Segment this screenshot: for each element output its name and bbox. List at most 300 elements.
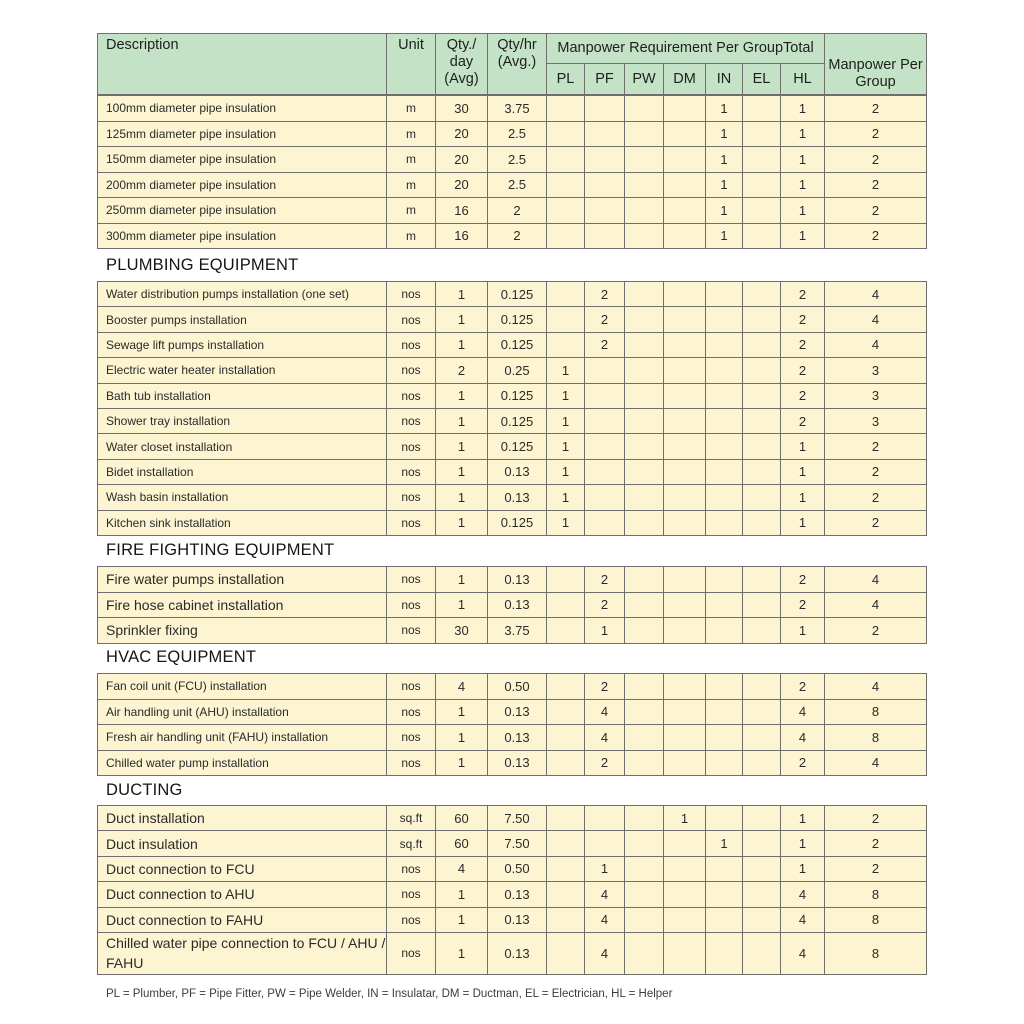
- cell-qty-day: 1: [436, 510, 488, 535]
- cell-description: Duct installation: [98, 806, 387, 831]
- cell-pl: [547, 121, 585, 147]
- cell-el: [743, 674, 781, 700]
- cell-el: [743, 282, 781, 307]
- cell-el: [743, 172, 781, 198]
- cell-in: [706, 567, 743, 593]
- cell-unit: m: [387, 121, 436, 147]
- cell-pl: [547, 674, 585, 700]
- cell-total: 4: [825, 674, 927, 700]
- cell-qty-hr: 2: [488, 223, 547, 249]
- cell-in: [706, 806, 743, 831]
- cell-hl: 1: [781, 198, 825, 224]
- cell-qty-day: 1: [436, 567, 488, 593]
- cell-pf: 4: [585, 932, 625, 974]
- cell-dm: [664, 907, 706, 932]
- cell-in: [706, 907, 743, 932]
- table-row: [98, 750, 927, 776]
- cell-total: 2: [825, 198, 927, 224]
- cell-pl: [547, 147, 585, 173]
- cell-hl: 1: [781, 806, 825, 831]
- cell-dm: [664, 831, 706, 856]
- cell-qty-hr: 0.25: [488, 358, 547, 383]
- cell-pl: [547, 592, 585, 618]
- cell-el: [743, 882, 781, 907]
- cell-dm: [664, 121, 706, 147]
- cell-qty-hr: 0.125: [488, 282, 547, 307]
- cell-pw: [625, 699, 664, 725]
- table-row: [98, 358, 927, 383]
- cell-in: 1: [706, 172, 743, 198]
- cell-hl: 2: [781, 674, 825, 700]
- cell-pf: [585, 383, 625, 408]
- cell-pw: [625, 806, 664, 831]
- cell-pl: 1: [547, 510, 585, 535]
- cell-description: Chilled water pipe connection to FCU / AHU / FAHU: [98, 932, 387, 974]
- cell-dm: [664, 725, 706, 751]
- cell-hl: 2: [781, 307, 825, 332]
- header-manpower-per-group: Manpower Per Group: [825, 34, 927, 95]
- cell-total: 3: [825, 383, 927, 408]
- cell-pw: [625, 750, 664, 776]
- cell-unit: nos: [387, 383, 436, 408]
- cell-qty-hr: 0.125: [488, 434, 547, 459]
- cell-qty-hr: 7.50: [488, 831, 547, 856]
- cell-hl: 2: [781, 750, 825, 776]
- cell-qty-day: 1: [436, 485, 488, 510]
- cell-unit: nos: [387, 618, 436, 644]
- cell-pl: [547, 282, 585, 307]
- header-description: Description: [98, 34, 387, 95]
- cell-pw: [625, 932, 664, 974]
- cell-pl: [547, 307, 585, 332]
- cell-qty-day: 1: [436, 408, 488, 433]
- cell-description: Bidet installation: [98, 459, 387, 484]
- header-manpower-requirement-label: Manpower Requirement Per Group: [557, 40, 784, 56]
- cell-pl: [547, 96, 585, 122]
- cell-pw: [625, 485, 664, 510]
- table-row: [98, 882, 927, 907]
- cell-unit: nos: [387, 699, 436, 725]
- cell-qty-day: 1: [436, 592, 488, 618]
- cell-unit: sq.ft: [387, 831, 436, 856]
- cell-unit: nos: [387, 882, 436, 907]
- cell-pl: [547, 332, 585, 357]
- cell-dm: [664, 932, 706, 974]
- cell-unit: nos: [387, 459, 436, 484]
- cell-total: 2: [825, 856, 927, 881]
- cell-dm: [664, 485, 706, 510]
- cell-total: 3: [825, 358, 927, 383]
- header-qty-hr: Qty/hr (Avg.): [488, 34, 547, 95]
- cell-qty-day: 1: [436, 750, 488, 776]
- cell-pw: [625, 510, 664, 535]
- cell-el: [743, 121, 781, 147]
- cell-pl: [547, 882, 585, 907]
- cell-unit: nos: [387, 674, 436, 700]
- cell-dm: [664, 282, 706, 307]
- header-unit: Unit: [387, 34, 436, 95]
- cell-unit: m: [387, 147, 436, 173]
- cell-in: [706, 408, 743, 433]
- cell-unit: nos: [387, 408, 436, 433]
- cell-el: [743, 358, 781, 383]
- cell-description: Duct connection to FAHU: [98, 907, 387, 932]
- cell-hl: 2: [781, 282, 825, 307]
- table-row: [98, 282, 927, 307]
- cell-unit: nos: [387, 750, 436, 776]
- cell-qty-day: 1: [436, 907, 488, 932]
- cell-unit: m: [387, 198, 436, 224]
- cell-pf: [585, 198, 625, 224]
- cell-qty-day: 1: [436, 307, 488, 332]
- cell-qty-day: 60: [436, 806, 488, 831]
- cell-dm: [664, 358, 706, 383]
- cell-total: 4: [825, 307, 927, 332]
- cell-qty-day: 4: [436, 856, 488, 881]
- cell-pw: [625, 725, 664, 751]
- cell-in: [706, 882, 743, 907]
- header-role-hl: HL: [781, 64, 825, 95]
- cell-qty-hr: 0.125: [488, 332, 547, 357]
- cell-pf: 4: [585, 882, 625, 907]
- cell-dm: [664, 674, 706, 700]
- cell-qty-hr: 0.13: [488, 485, 547, 510]
- cell-qty-hr: 0.13: [488, 725, 547, 751]
- table-row: [98, 510, 927, 535]
- cell-qty-day: 20: [436, 147, 488, 173]
- table-row: [98, 172, 927, 198]
- cell-hl: 1: [781, 510, 825, 535]
- cell-unit: nos: [387, 307, 436, 332]
- cell-in: 1: [706, 121, 743, 147]
- cell-pf: 4: [585, 699, 625, 725]
- cell-description: 150mm diameter pipe insulation: [98, 147, 387, 173]
- cell-in: 1: [706, 96, 743, 122]
- cell-description: Fire hose cabinet installation: [98, 592, 387, 618]
- cell-pw: [625, 831, 664, 856]
- cell-hl: 1: [781, 223, 825, 249]
- cell-pl: [547, 618, 585, 644]
- cell-in: [706, 358, 743, 383]
- cell-total: 4: [825, 282, 927, 307]
- cell-pf: 1: [585, 856, 625, 881]
- cell-in: [706, 485, 743, 510]
- cell-dm: [664, 592, 706, 618]
- table-row: [98, 383, 927, 408]
- cell-qty-day: 2: [436, 358, 488, 383]
- cell-qty-day: 1: [436, 332, 488, 357]
- table-row: [98, 198, 927, 224]
- cell-in: [706, 932, 743, 974]
- cell-pw: [625, 618, 664, 644]
- table-row: [98, 485, 927, 510]
- cell-pw: [625, 96, 664, 122]
- cell-description: 250mm diameter pipe insulation: [98, 198, 387, 224]
- cell-in: 1: [706, 223, 743, 249]
- cell-qty-day: 20: [436, 121, 488, 147]
- cell-unit: nos: [387, 856, 436, 881]
- cell-total: 2: [825, 172, 927, 198]
- cell-pl: [547, 699, 585, 725]
- cell-pw: [625, 907, 664, 932]
- cell-in: [706, 332, 743, 357]
- cell-qty-hr: 2.5: [488, 147, 547, 173]
- cell-qty-hr: 2: [488, 198, 547, 224]
- cell-el: [743, 567, 781, 593]
- cell-qty-hr: 0.13: [488, 592, 547, 618]
- cell-el: [743, 592, 781, 618]
- cell-hl: 1: [781, 434, 825, 459]
- cell-pl: [547, 932, 585, 974]
- cell-in: 1: [706, 831, 743, 856]
- cell-pw: [625, 882, 664, 907]
- section-table: [97, 281, 927, 536]
- table-row: [98, 932, 927, 974]
- cell-pl: [547, 223, 585, 249]
- cell-hl: 1: [781, 459, 825, 484]
- cell-pl: [547, 750, 585, 776]
- cell-unit: sq.ft: [387, 806, 436, 831]
- cell-unit: nos: [387, 725, 436, 751]
- table-row: [98, 618, 927, 644]
- cell-qty-day: 4: [436, 674, 488, 700]
- cell-unit: nos: [387, 282, 436, 307]
- cell-qty-hr: 3.75: [488, 618, 547, 644]
- cell-total: 8: [825, 932, 927, 974]
- cell-dm: 1: [664, 806, 706, 831]
- cell-pw: [625, 567, 664, 593]
- cell-in: 1: [706, 198, 743, 224]
- cell-description: Booster pumps installation: [98, 307, 387, 332]
- cell-pf: 4: [585, 907, 625, 932]
- cell-in: [706, 856, 743, 881]
- header-role-pl: PL: [547, 64, 585, 95]
- table-row: [98, 96, 927, 122]
- cell-total: 4: [825, 567, 927, 593]
- cell-qty-hr: 0.13: [488, 932, 547, 974]
- table-row: [98, 831, 927, 856]
- cell-pf: [585, 510, 625, 535]
- cell-hl: 1: [781, 831, 825, 856]
- cell-description: Electric water heater installation: [98, 358, 387, 383]
- cell-pw: [625, 592, 664, 618]
- cell-hl: 4: [781, 699, 825, 725]
- cell-dm: [664, 434, 706, 459]
- header-role-dm: DM: [664, 64, 706, 95]
- cell-qty-hr: 0.125: [488, 383, 547, 408]
- cell-pf: [585, 121, 625, 147]
- cell-pf: 2: [585, 332, 625, 357]
- cell-pl: [547, 907, 585, 932]
- cell-pl: [547, 831, 585, 856]
- cell-description: Air handling unit (AHU) installation: [98, 699, 387, 725]
- cell-pw: [625, 198, 664, 224]
- section-table: [97, 566, 927, 644]
- cell-dm: [664, 459, 706, 484]
- cell-total: 2: [825, 459, 927, 484]
- cell-hl: 1: [781, 172, 825, 198]
- cell-hl: 1: [781, 121, 825, 147]
- cell-el: [743, 307, 781, 332]
- cell-in: [706, 725, 743, 751]
- header-role-in: IN: [706, 64, 743, 95]
- cell-qty-hr: 0.13: [488, 750, 547, 776]
- cell-description: 100mm diameter pipe insulation: [98, 96, 387, 122]
- cell-hl: 2: [781, 567, 825, 593]
- table-header: [97, 33, 927, 95]
- cell-qty-day: 1: [436, 383, 488, 408]
- cell-pf: 2: [585, 750, 625, 776]
- cell-pw: [625, 282, 664, 307]
- cell-qty-day: 30: [436, 618, 488, 644]
- cell-pw: [625, 674, 664, 700]
- section-table: [97, 805, 927, 975]
- cell-qty-day: 1: [436, 932, 488, 974]
- footnote: PL = Plumber, PF = Pipe Fitter, PW = Pipe Welder, IN = Insulatar, DM = Ductman, EL = Electrician, HL = Helper: [106, 988, 673, 1000]
- cell-in: [706, 750, 743, 776]
- cell-pl: 1: [547, 358, 585, 383]
- cell-pw: [625, 383, 664, 408]
- table-row: [98, 567, 927, 593]
- cell-qty-hr: 0.13: [488, 699, 547, 725]
- cell-description: 200mm diameter pipe insulation: [98, 172, 387, 198]
- cell-el: [743, 510, 781, 535]
- cell-el: [743, 223, 781, 249]
- table-row: [98, 725, 927, 751]
- cell-pf: 4: [585, 725, 625, 751]
- cell-description: Fire water pumps installation: [98, 567, 387, 593]
- cell-total: 2: [825, 618, 927, 644]
- cell-el: [743, 806, 781, 831]
- cell-description: 125mm diameter pipe insulation: [98, 121, 387, 147]
- cell-total: 8: [825, 725, 927, 751]
- cell-qty-hr: 0.125: [488, 307, 547, 332]
- section-title: FIRE FIGHTING EQUIPMENT: [106, 541, 335, 559]
- cell-pw: [625, 459, 664, 484]
- cell-description: Shower tray installation: [98, 408, 387, 433]
- cell-qty-hr: 0.125: [488, 408, 547, 433]
- cell-description: Water closet installation: [98, 434, 387, 459]
- cell-unit: nos: [387, 510, 436, 535]
- cell-qty-day: 1: [436, 459, 488, 484]
- table-row: [98, 592, 927, 618]
- cell-qty-hr: 0.125: [488, 510, 547, 535]
- cell-description: Wash basin installation: [98, 485, 387, 510]
- cell-total: 2: [825, 223, 927, 249]
- cell-description: Fresh air handling unit (FAHU) installation: [98, 725, 387, 751]
- table-row: [98, 806, 927, 831]
- table-row: [98, 147, 927, 173]
- cell-dm: [664, 147, 706, 173]
- cell-pw: [625, 307, 664, 332]
- cell-dm: [664, 332, 706, 357]
- cell-total: 4: [825, 592, 927, 618]
- cell-dm: [664, 510, 706, 535]
- table-row: [98, 434, 927, 459]
- cell-total: 8: [825, 882, 927, 907]
- cell-pf: [585, 485, 625, 510]
- cell-pf: 2: [585, 307, 625, 332]
- cell-el: [743, 750, 781, 776]
- cell-qty-day: 20: [436, 172, 488, 198]
- cell-in: 1: [706, 147, 743, 173]
- section-title: DUCTING: [106, 781, 183, 799]
- cell-in: [706, 510, 743, 535]
- cell-pf: [585, 96, 625, 122]
- cell-dm: [664, 96, 706, 122]
- cell-pf: 2: [585, 282, 625, 307]
- cell-pl: 1: [547, 434, 585, 459]
- cell-pw: [625, 147, 664, 173]
- cell-pf: [585, 223, 625, 249]
- cell-pf: [585, 806, 625, 831]
- header-manpower-requirement: [547, 34, 825, 64]
- section-table: [97, 673, 927, 776]
- cell-pl: 1: [547, 459, 585, 484]
- cell-description: Water distribution pumps installation (one set): [98, 282, 387, 307]
- cell-dm: [664, 567, 706, 593]
- cell-pf: 2: [585, 592, 625, 618]
- cell-in: [706, 618, 743, 644]
- cell-unit: nos: [387, 932, 436, 974]
- cell-pw: [625, 332, 664, 357]
- cell-total: 2: [825, 434, 927, 459]
- cell-total: 2: [825, 121, 927, 147]
- cell-qty-hr: 0.13: [488, 567, 547, 593]
- cell-qty-hr: 0.50: [488, 856, 547, 881]
- cell-el: [743, 459, 781, 484]
- cell-total: 4: [825, 332, 927, 357]
- cell-dm: [664, 223, 706, 249]
- table-row: [98, 121, 927, 147]
- cell-pw: [625, 172, 664, 198]
- cell-qty-day: 1: [436, 282, 488, 307]
- cell-in: [706, 459, 743, 484]
- cell-el: [743, 831, 781, 856]
- cell-pf: [585, 408, 625, 433]
- cell-pf: [585, 831, 625, 856]
- cell-unit: nos: [387, 567, 436, 593]
- cell-pf: [585, 434, 625, 459]
- table-row: [98, 459, 927, 484]
- cell-description: Sewage lift pumps installation: [98, 332, 387, 357]
- cell-dm: [664, 383, 706, 408]
- cell-unit: nos: [387, 907, 436, 932]
- cell-hl: 1: [781, 618, 825, 644]
- table-row: [98, 699, 927, 725]
- cell-hl: 4: [781, 725, 825, 751]
- cell-qty-day: 1: [436, 882, 488, 907]
- cell-hl: 2: [781, 383, 825, 408]
- cell-dm: [664, 307, 706, 332]
- cell-dm: [664, 699, 706, 725]
- cell-hl: 2: [781, 332, 825, 357]
- cell-el: [743, 725, 781, 751]
- cell-el: [743, 332, 781, 357]
- cell-unit: nos: [387, 434, 436, 459]
- cell-pf: [585, 358, 625, 383]
- cell-description: Duct connection to FCU: [98, 856, 387, 881]
- table-row: [98, 332, 927, 357]
- cell-total: 8: [825, 907, 927, 932]
- cell-pw: [625, 408, 664, 433]
- header-role-pf: PF: [585, 64, 625, 95]
- cell-el: [743, 198, 781, 224]
- cell-dm: [664, 618, 706, 644]
- cell-el: [743, 856, 781, 881]
- cell-total: 3: [825, 408, 927, 433]
- cell-pl: [547, 806, 585, 831]
